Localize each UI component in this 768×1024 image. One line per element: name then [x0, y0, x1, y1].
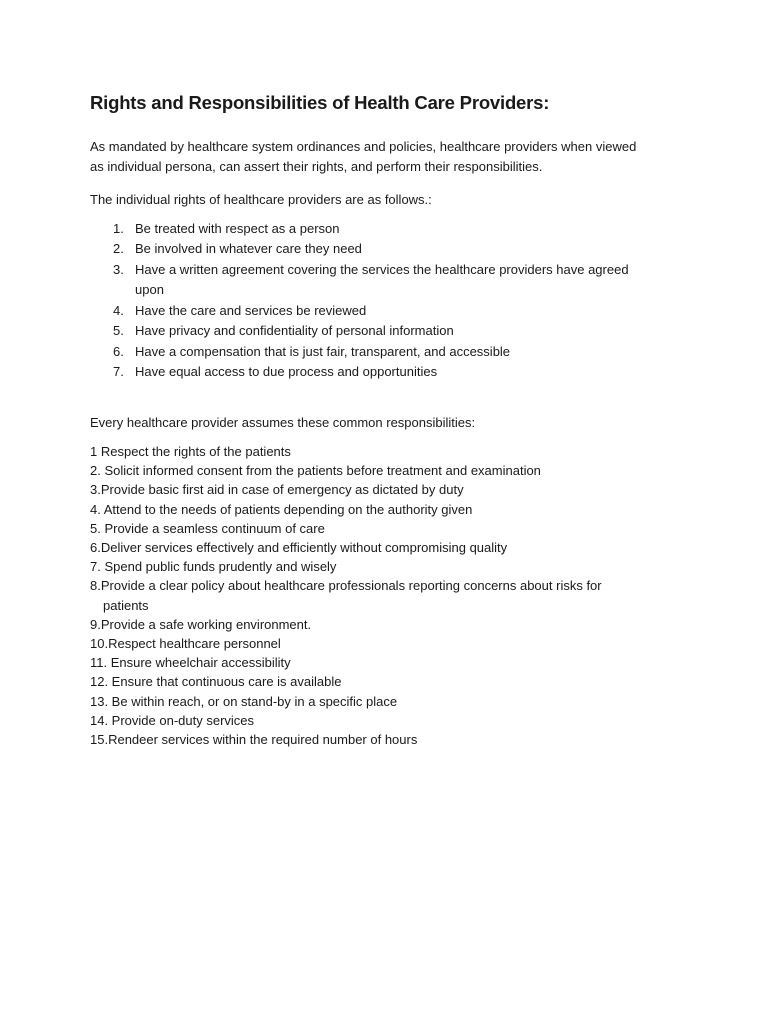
list-number: 1. [113, 220, 124, 236]
intro-line: as individual persona, can assert their rights, and perform their responsibilities. [90, 158, 543, 174]
responsibility-line: 9.Provide a safe working environment. [90, 616, 312, 632]
responsibilities-heading: Every healthcare provider assumes these common responsibilities: [90, 414, 476, 430]
responsibility-line: 3.Provide basic first aid in case of emergency as dictated by duty [90, 482, 464, 498]
responsibility-line: 12. Ensure that continuous care is available [90, 674, 342, 690]
responsibility-line: 7. Spend public funds prudently and wisely [90, 559, 337, 575]
rights-item-text: Be involved in whatever care they need [135, 241, 362, 256]
responsibility-line: 1 Respect the rights of the patients [90, 444, 291, 459]
responsibility-line: 14. Provide on-duty services [90, 712, 255, 728]
responsibilities-list [90, 442, 690, 749]
list-number: 5. [113, 323, 124, 338]
responsibility-line: 15.Rendeer services within the required number of hours [90, 732, 418, 748]
rights-item [90, 362, 690, 383]
rights-item-text-continuation: upon [135, 282, 164, 297]
rights-list [90, 219, 690, 383]
rights-item-text: Have a compensation that is just fair, transparent, and accessible [135, 343, 511, 359]
responsibility-line: 5. Provide a seamless continuum of care [90, 520, 325, 536]
responsibility-line: 6.Deliver services effectively and efficiently without compromising quality [90, 540, 508, 556]
list-number: 7. [113, 364, 124, 379]
rights-item-text: Have equal access to due process and opportunities [135, 364, 438, 379]
document-title: Rights and Responsibilities of Health Care Providers: [90, 92, 550, 113]
responsibility-line: 8.Provide a clear policy about healthcare professionals reporting concerns about risks for [90, 578, 602, 594]
rights-item [90, 301, 690, 322]
rights-item [90, 219, 690, 240]
responsibility-line: 11. Ensure wheelchair accessibility [90, 655, 291, 671]
responsibility-line: 13. Be within reach, or on stand-by in a specific place [90, 693, 398, 709]
list-number: 6. [113, 343, 124, 359]
rights-item-text: Have privacy and confidentiality of personal information [135, 323, 454, 338]
responsibility-line: 10.Respect healthcare personnel [90, 636, 281, 652]
rights-heading: The individual rights of healthcare providers are as follows.: [90, 192, 432, 207]
rights-item [90, 260, 690, 301]
list-number: 3. [113, 261, 124, 277]
responsibility-line: 4. Attend to the needs of patients depending on the authority given [90, 501, 473, 517]
rights-item-text: Be treated with respect as a person [135, 220, 340, 236]
responsibility-line-continuation: patients [103, 597, 149, 613]
rights-item-text: Have a written agreement covering the services the healthcare providers have agreed [135, 261, 629, 277]
rights-item [90, 239, 690, 260]
responsibility-line: 2. Solicit informed consent from the patients before treatment and examination [90, 463, 541, 479]
rights-item-text: Have the care and services be reviewed [135, 302, 367, 318]
rights-item [90, 321, 690, 342]
intro-paragraph [90, 137, 690, 176]
intro-line: As mandated by healthcare system ordinances and policies, healthcare providers when viewed [90, 139, 637, 154]
list-number: 4. [113, 302, 124, 318]
list-number: 2. [113, 241, 124, 256]
rights-item [90, 342, 690, 363]
